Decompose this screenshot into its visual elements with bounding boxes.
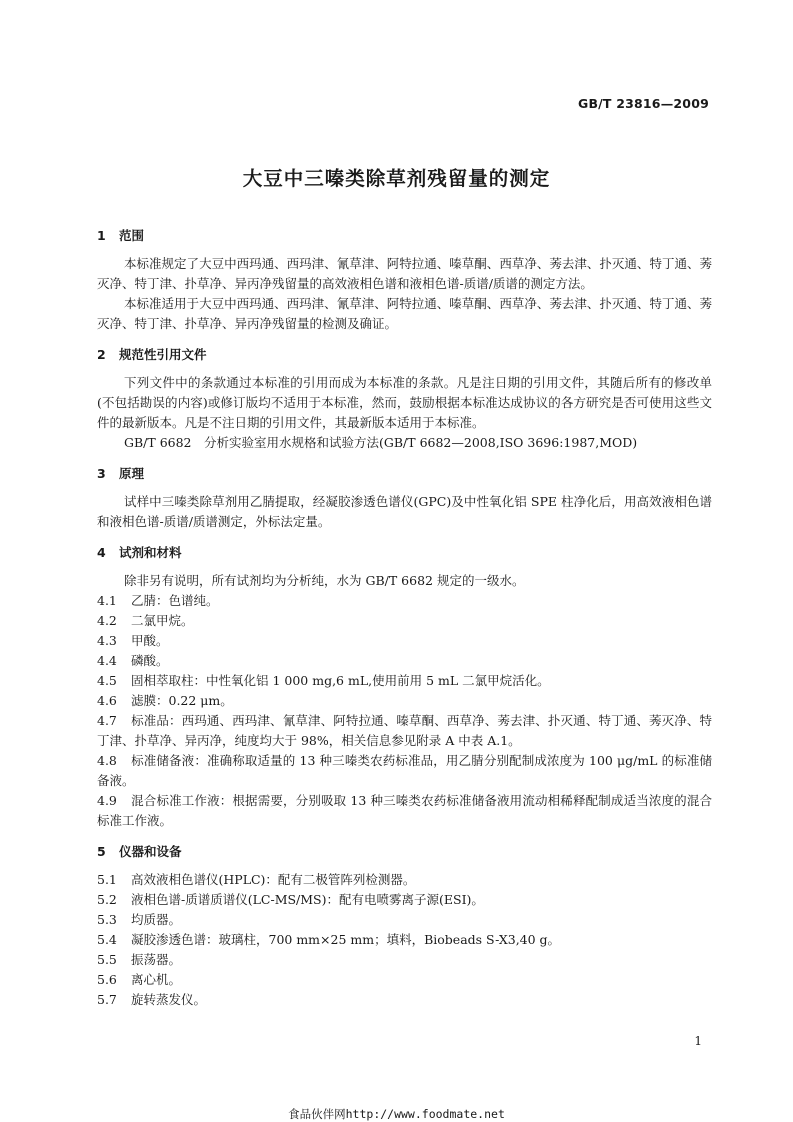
list-item: [97, 591, 712, 611]
list-item: [97, 711, 712, 751]
item-text: 滤膜：0.22 μm。: [131, 693, 233, 708]
item-number: 4.9: [97, 793, 117, 808]
section-title: 范围: [119, 228, 145, 243]
list-item: [97, 890, 712, 910]
section-heading-3: [97, 464, 712, 484]
section-title: 原理: [119, 466, 145, 481]
footer-watermark[interactable]: 食品伙伴网http://www.foodmate.net: [288, 1107, 505, 1121]
item-text: 旋转蒸发仪。: [131, 992, 207, 1007]
item-number: 4.4: [97, 653, 117, 668]
reference-entry: GB/T 6682 分析实验室用水规格和试验方法(GB/T 6682—2008,ISO 3696:1987,MOD): [124, 435, 638, 450]
list-item: [97, 751, 712, 791]
standard-number: GB/T 23816—2009: [577, 96, 709, 111]
section-number: 1: [97, 228, 106, 243]
item-number: 4.2: [97, 613, 117, 628]
list-item: [97, 691, 712, 711]
list-item: [97, 970, 712, 990]
item-text: 固相萃取柱：中性氧化铝 1 000 mg,6 mL,使用前用 5 mL 二氯甲烷活化。: [131, 673, 550, 688]
item-number: 5.1: [97, 872, 117, 887]
paragraph: 下列文件中的条款通过本标准的引用而成为本标准的条款。凡是注日期的引用文件，其随后所有的修改单(不包括勘误的内容)或修订版均不适用于本标准，然而，鼓励根据本标准达成协议的各方研究是否可使用这些文件的最新版本。凡是不注日期的引用文件，其最新版本适用于本标准。: [97, 375, 712, 430]
item-number: 4.3: [97, 633, 117, 648]
item-number: 4.8: [97, 753, 117, 768]
item-text: 振荡器。: [131, 952, 182, 967]
item-text: 凝胶渗透色谱：玻璃柱，700 mm×25 mm；填料，Biobeads S-X3,40 g。: [131, 932, 561, 947]
item-text: 液相色谱-质谱质谱仪(LC-MS/MS)：配有电喷雾离子源(ESI)。: [131, 892, 484, 907]
section-heading-2: [97, 345, 712, 365]
list-item: [97, 611, 712, 631]
page-title: 大豆中三嗪类除草剂残留量的测定: [242, 167, 551, 190]
section-title: 试剂和材料: [119, 545, 182, 560]
item-number: 4.5: [97, 673, 117, 688]
section-title: 规范性引用文件: [119, 347, 207, 362]
document-body: [97, 226, 712, 1010]
list-item: [97, 791, 712, 831]
section-title: 仪器和设备: [119, 844, 182, 859]
section-heading-4: [97, 543, 712, 563]
item-number: 4.6: [97, 693, 117, 708]
item-text: 高效液相色谱仪(HPLC)：配有二极管阵列检测器。: [131, 872, 416, 887]
list-item: [97, 930, 712, 950]
item-number: 5.3: [97, 912, 117, 927]
paragraph: 本标准适用于大豆中西玛通、西玛津、氰草津、阿特拉通、嗪草酮、西草净、莠去津、扑灭通、特丁通、莠灭净、特丁津、扑草净、异丙净残留量的检测及确证。: [97, 296, 712, 331]
item-number: 5.2: [97, 892, 117, 907]
item-text: 甲酸。: [131, 633, 169, 648]
list-item: [97, 990, 712, 1010]
section-number: 5: [97, 844, 106, 859]
item-number: 5.4: [97, 932, 117, 947]
item-text: 离心机。: [131, 972, 182, 987]
item-text: 混合标准工作液：根据需要，分别吸取 13 种三嗪类农药标准储备液用流动相稀释配制成适当浓度的混合标准工作液。: [97, 793, 712, 828]
list-item: [97, 651, 712, 671]
list-item: [97, 950, 712, 970]
list-item: [97, 910, 712, 930]
section-heading-5: [97, 842, 712, 862]
item-number: 5.5: [97, 952, 117, 967]
item-text: 乙腈：色谱纯。: [131, 593, 219, 608]
list-item: [97, 671, 712, 691]
page-number: 1: [694, 1034, 702, 1048]
paragraph: 除非另有说明，所有试剂均为分析纯，水为 GB/T 6682 规定的一级水。: [124, 573, 525, 588]
item-text: 均质器。: [131, 912, 182, 927]
paragraph: 本标准规定了大豆中西玛通、西玛津、氰草津、阿特拉通、嗪草酮、西草净、莠去津、扑灭通、特丁通、莠灭净、特丁津、扑草净、异丙净残留量的高效液相色谱和液相色谱-质谱/质谱的测定方法。: [97, 256, 712, 291]
item-number: 4.1: [97, 593, 117, 608]
section-number: 3: [97, 466, 106, 481]
section-number: 4: [97, 545, 106, 560]
item-number: 4.7: [97, 713, 117, 728]
item-text: 标准品：西玛通、西玛津、氰草津、阿特拉通、嗪草酮、西草净、莠去津、扑灭通、特丁通、莠灭净、特丁津、扑草净、异丙净，纯度均大于 98%，相关信息参见附录 A 中表 A.1。: [97, 713, 712, 748]
item-text: 二氯甲烷。: [131, 613, 194, 628]
section-number: 2: [97, 347, 106, 362]
list-item: [97, 631, 712, 651]
item-number: 5.7: [97, 992, 117, 1007]
item-number: 5.6: [97, 972, 117, 987]
list-item: [97, 870, 712, 890]
section-heading-1: [97, 226, 712, 246]
item-text: 标准储备液：准确称取适量的 13 种三嗪类农药标准品，用乙腈分别配制成浓度为 100 μg/mL 的标准储备液。: [97, 753, 712, 788]
item-text: 磷酸。: [131, 653, 169, 668]
paragraph: 试样中三嗪类除草剂用乙腈提取，经凝胶渗透色谱仪(GPC)及中性氧化铝 SPE 柱净化后，用高效液相色谱和液相色谱-质谱/质谱测定，外标法定量。: [97, 494, 712, 529]
